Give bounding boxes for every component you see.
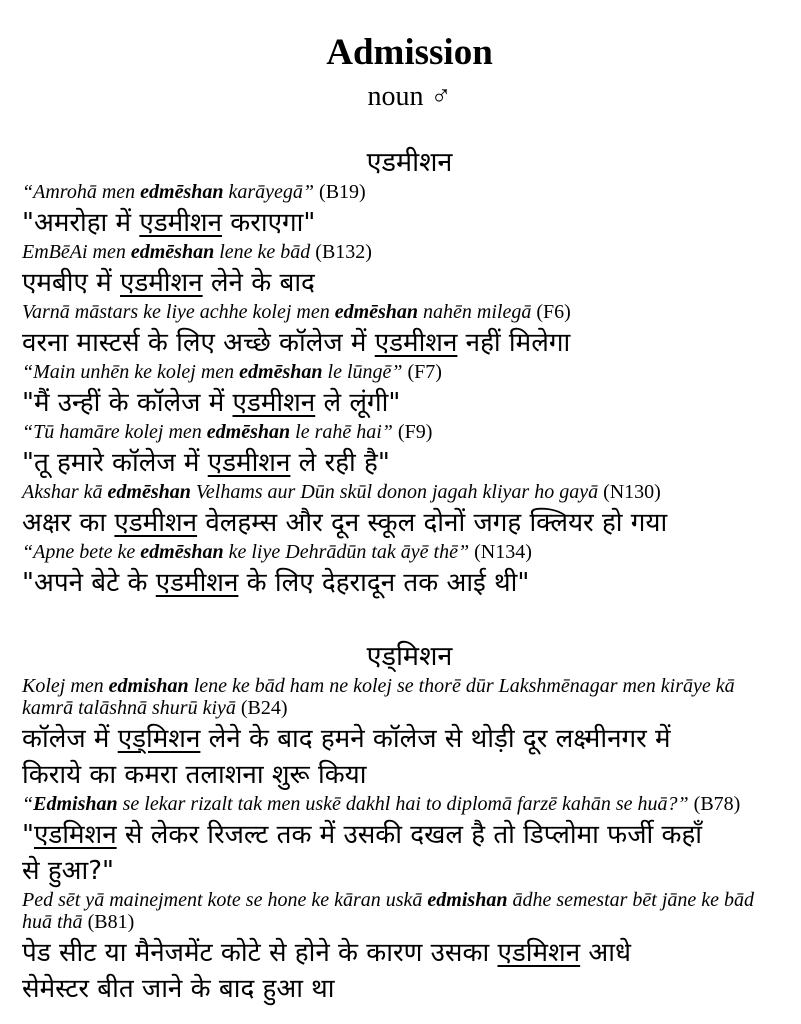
hindi-sentence [22,265,797,301]
spelling-variant-heading: एडमीशन [366,147,453,178]
translit-keyword: edmēshan [130,241,215,263]
transliteration [22,301,797,323]
hindi-text: ले लूंगी" [315,388,401,418]
hindi-text: आधे [580,938,631,968]
hindi-keyword: एड्मिशन [117,724,201,754]
translit-text: EmBēAi men [22,241,131,263]
translit-text: “ [22,793,34,815]
hindi-text: सेमेस्टर बीत जाने के बाद हुआ था [22,974,335,1004]
example [22,675,797,793]
translit-text: Ped sēt yā mainejment kote se hone ke kāran uskā [22,889,428,911]
transliteration [22,181,797,203]
transliteration [22,421,797,443]
hindi-keyword: एडमीशन [139,208,223,238]
hindi-text: कराएगा" [222,208,316,238]
translit-keyword: edmishan [108,675,189,697]
example [22,481,797,541]
source-reference: (B19) [314,181,366,203]
spelling-section-edmishan [22,639,797,1007]
translit-keyword: edmishan [427,889,508,911]
hindi-sentence [22,325,797,361]
source-reference: (N130) [598,481,661,503]
hindi-text: के लिए देहरादून तक आई थी" [238,568,530,598]
part-of-speech: noun [367,81,424,112]
hindi-keyword: एडमीशन [232,388,316,418]
hindi-text: एमबीए में [22,268,120,298]
hindi-text: ले रही है" [290,448,390,478]
translit-text: lene ke bād ham ne kolej se thorē dūr Lakshmēnagar men kirāye kā [188,675,735,697]
example [22,301,797,361]
hindi-text: "अपने बेटे के [22,568,156,598]
entry-headword: Admission [326,32,493,73]
hindi-text: वरना मास्टर्स के लिए अच्छे कॉलेज में [22,328,375,358]
translit-text: Akshar kā [22,481,108,503]
translit-text: ādhe semestar bēt jāne ke bād [507,889,755,911]
transliteration [22,889,797,933]
hindi-text: पेड सीट या मैनेजमेंट कोटे से होने के कारण उसका [22,938,498,968]
translit-keyword: edmēshan [107,481,191,503]
transliteration [22,241,797,263]
hindi-keyword: एडमिशन [497,938,581,968]
translit-keyword: edmēshan [239,361,323,383]
transliteration [22,481,797,503]
transliteration [22,361,797,383]
translit-text: ke liye Dehrādūn tak āyē thē” [223,541,470,563]
example [22,361,797,421]
example [22,421,797,481]
hindi-text: नहीं मिलेगा [457,328,571,358]
example [22,889,797,1007]
translit-text: Velhams aur Dūn skūl donon jagah kliyar ho gayā [190,481,599,503]
source-reference: (F7) [402,361,442,383]
hindi-keyword: एडमीशन [155,568,239,598]
translit-text: “Main unhēn ke kolej men [22,361,240,383]
hindi-text: वेलहम्स और दून स्कूल दोनों जगह क्लियर हो गया [197,508,668,538]
translit-text: “Amrohā men [22,181,141,203]
hindi-sentence [22,935,797,1007]
hindi-sentence [22,505,797,541]
translit-text: nahēn milegā [418,301,532,323]
source-reference: (F6) [531,301,571,323]
hindi-sentence [22,385,797,421]
translit-text: le rahē hai” [290,421,393,443]
source-reference: (B24) [235,697,288,719]
translit-keyword: edmēshan [334,301,419,323]
translit-text: lene ke bād [214,241,311,263]
spelling-variant-heading: एड्मिशन [366,641,453,672]
hindi-sentence [22,205,797,241]
source-reference: (B81) [82,911,135,933]
hindi-sentence [22,445,797,481]
translit-text: huā thā [22,911,83,933]
translit-text: kamrā talāshnā shurū kiyā [22,697,236,719]
hindi-text: "अमरोहा में [22,208,140,238]
hindi-text: कॉलेज में [22,724,118,754]
hindi-sentence [22,817,797,889]
hindi-text: से हुआ?" [22,856,114,886]
translit-keyword: edmēshan [206,421,291,443]
spelling-section-edmeeshan [22,145,797,601]
hindi-text: अक्षर का [22,508,115,538]
hindi-text: " [22,820,34,850]
hindi-keyword: एडमीशन [207,448,291,478]
example [22,181,797,241]
masculine-gender-icon: ♂ [430,81,452,112]
hindi-text: किराये का कमरा तलाशना शुरू किया [22,760,367,790]
hindi-sentence [22,565,797,601]
translit-text: “Tū hamāre kolej men [22,421,207,443]
translit-text: Varnā māstars ke liye achhe kolej men [22,301,335,323]
example [22,793,797,889]
source-reference: (F9) [392,421,433,443]
entry-grammar [22,80,797,114]
translit-keyword: Edmishan [33,793,118,815]
translit-text: “Apne bete ke [22,541,141,563]
translit-keyword: edmēshan [140,181,224,203]
translit-text: le lūngē” [322,361,403,383]
translit-text: Kolej men [22,675,109,697]
translit-text: se lekar rizalt tak men uskē dakhl hai to diplomā farzē kahān se huā?” [117,793,689,815]
transliteration [22,541,797,563]
hindi-sentence [22,721,797,793]
source-reference: (B78) [688,793,741,815]
hindi-keyword: एडमीशन [114,508,198,538]
hindi-keyword: एडमिशन [33,820,117,850]
transliteration [22,793,797,815]
translit-text: karāyegā” [223,181,315,203]
source-reference: (B132) [310,241,372,263]
hindi-keyword: एडमीशन [374,328,458,358]
translit-keyword: edmēshan [140,541,224,563]
source-reference: (N134) [469,541,532,563]
transliteration [22,675,797,719]
hindi-text: से लेकर रिजल्ट तक में उसकी दखल है तो डिप्लोमा फर्जी कहाँ [116,820,703,850]
hindi-text: "तू हमारे कॉलेज में [22,448,208,478]
example [22,241,797,301]
hindi-text: लेने के बाद [202,268,315,298]
hindi-text: "मैं उन्हीं के कॉलेज में [22,388,233,418]
example [22,541,797,601]
hindi-text: लेने के बाद हमने कॉलेज से थोड़ी दूर लक्ष्मीनगर में [200,724,671,754]
hindi-keyword: एडमीशन [119,268,203,298]
